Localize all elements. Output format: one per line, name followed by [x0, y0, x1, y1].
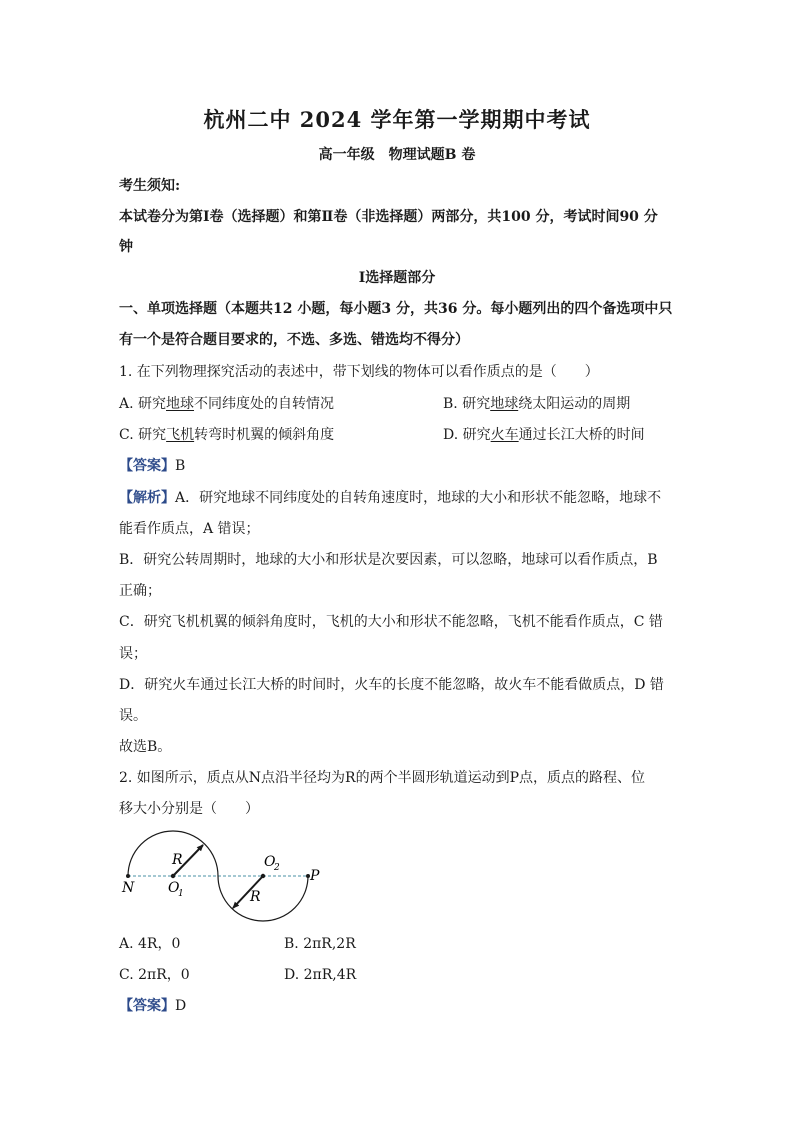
- q1-option-b-prefix: B. 研究: [443, 396, 491, 412]
- q2-answer-value: D: [175, 998, 187, 1014]
- q1-option-a[interactable]: [119, 394, 334, 414]
- point-o2: [261, 874, 265, 878]
- analysis-tag: 【解析】: [119, 490, 175, 506]
- label-r-lower: R: [250, 889, 261, 905]
- lower-semicircle-track: [218, 876, 308, 921]
- q1-option-d-underlined: 火车: [490, 427, 519, 443]
- q2-option-c[interactable]: C. 2πR，0: [119, 967, 190, 983]
- q1-analysis-text-1: A．研究地球不同纬度处的自转角速度时，地球的大小和形状不能忽略，地球不: [175, 490, 662, 506]
- q1-analysis-2: 能看作质点，A 错误；: [119, 521, 260, 537]
- q2-option-a[interactable]: A. 4R，0: [119, 936, 181, 952]
- exam-subtitle: 高一年级 物理试题B 卷: [318, 147, 476, 163]
- section-instruction-1: 一、单项选择题（本题共12 小题，每小题3 分，共36 分。每小题列出的四个备选项中只: [119, 301, 673, 317]
- q1-answer: [119, 456, 185, 476]
- q1-option-b-underlined: 地球: [490, 396, 519, 412]
- label-r-upper: R: [172, 852, 183, 868]
- q1-answer-value: B: [175, 458, 186, 474]
- section-title: Ⅰ选择题部分: [358, 270, 436, 286]
- q1-option-d-prefix: D. 研究: [443, 427, 491, 443]
- q2-answer: [119, 996, 186, 1016]
- q1-option-b-suffix: 绕太阳运动的周期: [518, 396, 631, 412]
- q2-figure: [110, 830, 340, 925]
- answer-tag: 【答案】: [119, 998, 175, 1014]
- q2-stem-1: 2. 如图所示，质点从N点沿半径均为R的两个半圆形轨道运动到P点，质点的路程、位: [119, 770, 646, 786]
- q2-stem-2: 移大小分别是（ ）: [119, 801, 259, 817]
- q1-analysis-1: [119, 488, 661, 508]
- q1-analysis-4: 正确；: [119, 583, 161, 599]
- q2-option-d[interactable]: D. 2πR,4R: [284, 967, 357, 983]
- label-n: N: [122, 880, 135, 896]
- notice-heading: 考生须知:: [119, 178, 181, 194]
- q1-option-c[interactable]: [119, 425, 334, 445]
- q1-conclusion: 故选B。: [119, 739, 172, 755]
- q1-option-a-suffix: 不同纬度处的自转情况: [194, 396, 335, 412]
- point-n: [126, 874, 130, 878]
- notice-line-1: 本试卷分为第Ⅰ卷（选择题）和第Ⅱ卷（非选择题）两部分，共100 分，考试时间90 分: [119, 209, 658, 225]
- section-instruction-2: 有一个是符合题目要求的，不选、多选、错选均不得分）: [119, 332, 469, 348]
- q1-option-c-prefix: C. 研究: [119, 427, 167, 443]
- q1-option-c-suffix: 转弯时机翼的倾斜角度: [194, 427, 335, 443]
- label-p: P: [310, 868, 320, 884]
- point-o1: [171, 874, 175, 878]
- answer-tag: 【答案】: [119, 458, 175, 474]
- exam-title: 杭州二中 2024 学年第一学期期中考试: [203, 107, 591, 132]
- q1-option-b[interactable]: [443, 394, 630, 414]
- q1-option-d[interactable]: [443, 425, 645, 445]
- q1-stem: 1. 在下列物理探究活动的表述中，带下划线的物体可以看作质点的是（ ）: [119, 364, 599, 380]
- q1-option-d-suffix: 通过长江大桥的时间: [518, 427, 645, 443]
- label-o2: O: [264, 854, 276, 870]
- q1-option-a-underlined: 地球: [166, 396, 195, 412]
- q1-option-a-prefix: A. 研究: [119, 396, 167, 412]
- q1-analysis-7: D．研究火车通过长江大桥的时间时，火车的长度不能忽略，故火车不能看做质点，D 错: [119, 677, 664, 693]
- label-o1-subscript: 1: [178, 889, 184, 899]
- q2-option-b[interactable]: B. 2πR,2R: [284, 936, 356, 952]
- q1-option-c-underlined: 飞机: [166, 427, 195, 443]
- q1-analysis-6: 误；: [119, 646, 147, 662]
- q1-analysis-8: 误。: [119, 708, 147, 724]
- q1-analysis-5: C．研究飞机机翼的倾斜角度时，飞机的大小和形状不能忽略，飞机不能看作质点，C 错: [119, 614, 663, 630]
- label-o2-subscript: 2: [274, 863, 280, 873]
- notice-line-2: 钟: [119, 239, 133, 255]
- label-o1: O: [168, 880, 180, 896]
- q1-analysis-3: B．研究公转周期时，地球的大小和形状是次要因素，可以忽略，地球可以看作质点，B: [119, 552, 658, 568]
